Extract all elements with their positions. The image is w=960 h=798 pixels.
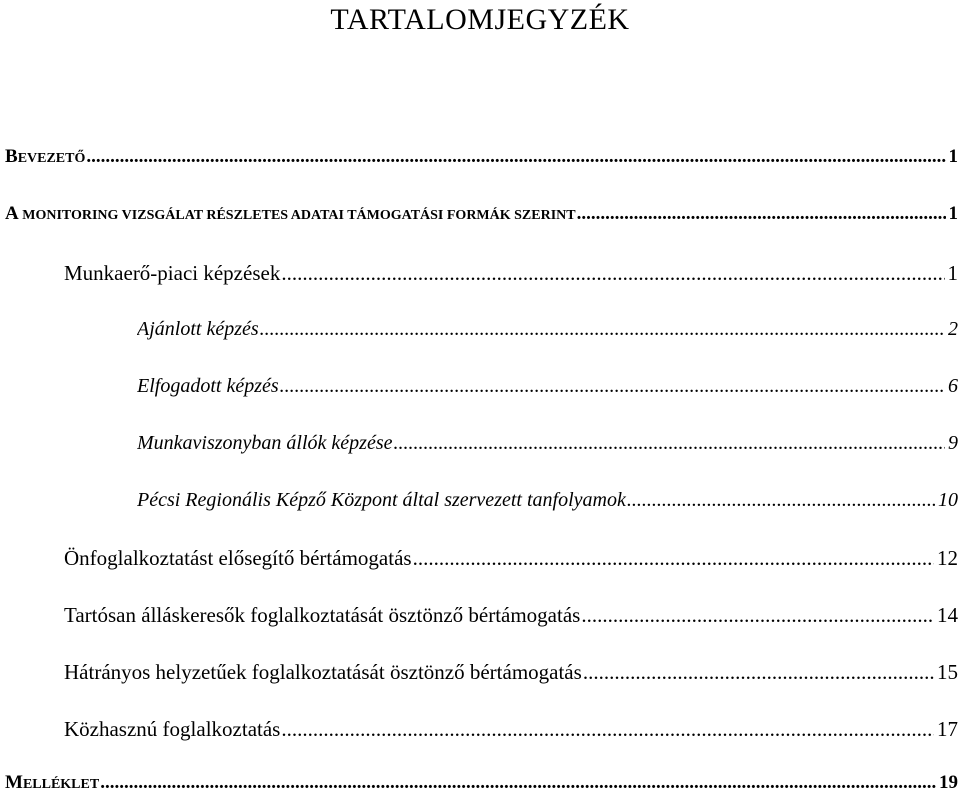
toc-title: TARTALOMJEGYZÉK xyxy=(330,3,630,36)
toc-page-number: 10 xyxy=(938,489,958,511)
toc-page-number: 14 xyxy=(937,603,958,627)
dot-leader xyxy=(413,546,934,571)
toc-entry-label: BEVEZETŐ xyxy=(5,146,86,167)
toc-page-number: 1 xyxy=(948,146,958,167)
toc-entry-kozhasznu[interactable] xyxy=(64,717,958,742)
dot-leader xyxy=(100,772,936,794)
toc-entry-label: Pécsi Regionális Képző Központ által szervezett tanfolyamok xyxy=(137,489,626,511)
dot-leader xyxy=(577,203,946,225)
toc-entry-onfoglalkoztatas[interactable] xyxy=(64,546,958,571)
toc-page-number: 15 xyxy=(937,660,958,684)
toc-entry-elfogadott[interactable] xyxy=(137,375,958,398)
toc-entry-label: Közhasznú foglalkoztatás xyxy=(64,717,281,741)
toc-entry-melleklet[interactable] xyxy=(5,772,958,794)
toc-entry-bevezeto[interactable] xyxy=(5,146,958,168)
toc-page-number: 9 xyxy=(948,432,958,454)
toc-page-number: 2 xyxy=(948,318,958,340)
toc-entry-label: Ajánlott képzés xyxy=(137,318,259,340)
dot-leader xyxy=(627,489,935,512)
toc-entry-label: Önfoglalkoztatást elősegítő bértámogatás xyxy=(64,546,412,570)
toc-entry-hatranyos[interactable] xyxy=(64,660,958,685)
toc-entry-label: Hátrányos helyzetűek foglalkoztatását ösztönző bértámogatás xyxy=(64,660,582,684)
dot-leader xyxy=(581,603,934,628)
toc-entry-ajanlott[interactable] xyxy=(137,318,958,341)
dot-leader xyxy=(281,717,934,742)
toc-entry-label: Elfogadott képzés xyxy=(137,375,279,397)
toc-page-number: 19 xyxy=(939,772,958,793)
dot-leader xyxy=(86,146,945,168)
toc-entry-label: MELLÉKLET xyxy=(5,772,100,793)
toc-entry-munkaviszonyban[interactable] xyxy=(137,432,958,455)
dot-leader xyxy=(393,432,945,455)
toc-page-number: 1 xyxy=(948,203,958,224)
toc-page-number: 6 xyxy=(948,375,958,397)
toc-entry-munkaero-piaci[interactable] xyxy=(64,261,958,286)
toc-entry-label: A MONITORING VIZSGÁLAT RÉSZLETES ADATAI TÁMOGATÁSI FORMÁK SZERINT xyxy=(5,203,576,224)
toc-entry-monitoring[interactable] xyxy=(5,203,958,225)
dot-leader xyxy=(280,375,945,398)
toc-entry-label: Munkaviszonyban állók képzése xyxy=(137,432,393,454)
toc-page-number: 1 xyxy=(947,261,958,285)
dot-leader xyxy=(281,261,944,286)
toc-entry-pecsi-regionalis[interactable] xyxy=(137,489,958,512)
toc-entry-tartosan[interactable] xyxy=(64,603,958,628)
toc-page-number: 12 xyxy=(937,546,958,570)
toc-page-number: 17 xyxy=(937,717,958,741)
toc-entry-label: Tartósan álláskeresők foglalkoztatását ösztönző bértámogatás xyxy=(64,603,581,627)
dot-leader xyxy=(260,318,945,341)
dot-leader xyxy=(583,660,934,685)
toc-entry-label: Munkaerő-piaci képzések xyxy=(64,261,281,285)
